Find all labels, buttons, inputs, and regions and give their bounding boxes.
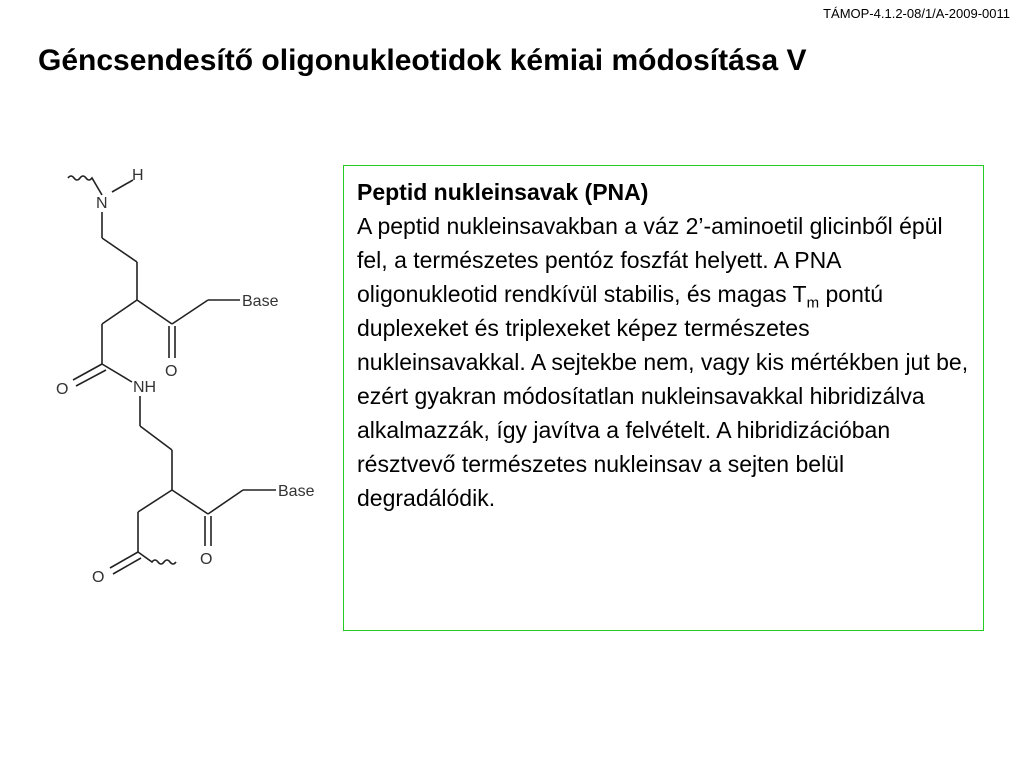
bond-c3-c4 — [102, 300, 137, 324]
box-subscript: m — [806, 294, 820, 312]
base-label-top: Base — [242, 293, 279, 310]
box-text-after-sub: pontú duplexeket és triplexeket képez természetes nukleinsavakkal. A sejtekbe nem, vagy kis mértékben jut be, ezért gyakran módosítatlan nukleinsavakkal hibridizálva alkalmazzák, így javítva a felvételt. A hibridizációban résztvevő természetes nukleinsav a sejten belül degradálódik. — [357, 281, 969, 511]
bond-amide-o-a — [73, 364, 102, 380]
bond-c3-co — [137, 300, 172, 324]
pna-structure-svg — [40, 150, 340, 590]
box-text-before-sub: A peptid nukleinsavakban a váz 2’-aminoetil glicinből épül fel, a természetes pentóz foszfát helyett. A PNA oligonukleotid rendkívül stabilis, és magas T — [357, 213, 943, 307]
bond-amide-o-b — [76, 370, 106, 386]
wavy-bond-bottom — [138, 552, 176, 564]
bond-c1-c2 — [102, 238, 137, 262]
atom-label-o-end: O — [92, 569, 105, 586]
base-label-bottom: Base — [278, 483, 315, 500]
slide-title: Géncsendesítő oligonukleotidok kémiai módosítása V — [38, 44, 807, 77]
box-heading: Peptid nukleinsavak (PNA) — [357, 179, 649, 205]
atom-label-o-bottom: O — [200, 551, 213, 568]
bond-c6-c7 — [140, 426, 172, 450]
project-code: TÁMOP-4.1.2-08/1/A-2009-0011 — [823, 6, 1010, 21]
atom-label-o-left: O — [56, 381, 69, 398]
atom-label-h: H — [132, 167, 144, 184]
bond-co2-ch2 — [208, 490, 243, 514]
pna-structure-diagram — [40, 150, 340, 590]
atom-label-n: N — [96, 195, 108, 212]
bond-c8-co2 — [172, 490, 208, 514]
bond-end-o-a — [110, 552, 138, 568]
bond-c5-nh — [102, 364, 132, 382]
atom-label-o-top: O — [165, 363, 178, 380]
bond-co-ch2 — [172, 300, 208, 324]
info-box — [343, 165, 984, 631]
box-body — [357, 209, 971, 515]
bond-n-h — [112, 180, 133, 192]
atom-label-nh: NH — [133, 379, 157, 396]
bond-end-o-b — [113, 558, 141, 574]
wavy-bond-top — [68, 176, 102, 195]
bond-c8-c9 — [138, 490, 172, 512]
